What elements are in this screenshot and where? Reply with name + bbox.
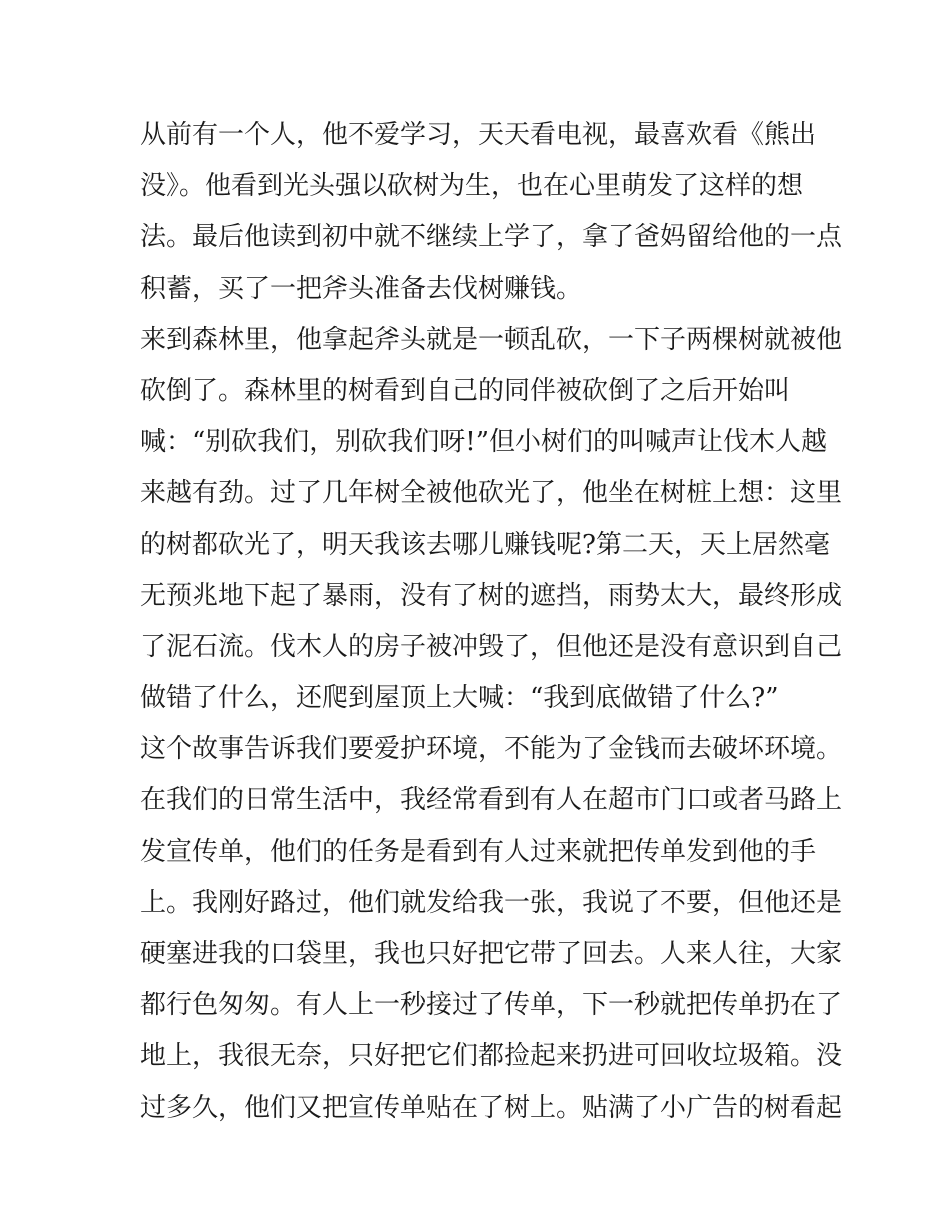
text-line: 上。我刚好路过，他们就发给我一张，我说了不要，但他还是 — [140, 887, 843, 918]
text-line: 地上，我很无奈，只好把它们都捡起来扔进可回收垃圾箱。没 — [140, 1041, 843, 1072]
text-line: 积蓄，买了一把斧头准备去伐树赚钱。 — [140, 273, 583, 304]
text-line: 发宣传单，他们的任务是看到有人过来就把传单发到他的手 — [140, 836, 817, 867]
text-line: 在我们的日常生活中，我经常看到有人在超市门口或者马路上 — [140, 785, 843, 816]
text-line: 做错了什么，还爬到屋顶上大喊：“我到底做错了什么?” — [140, 683, 779, 714]
text-line: 过多久，他们又把宣传单贴在了树上。贴满了小广告的树看起 — [140, 1092, 843, 1123]
text-line: 来到森林里，他拿起斧头就是一顿乱砍，一下子两棵树就被他 — [140, 324, 843, 355]
text-line: 来越有劲。过了几年树全被他砍光了，他坐在树桩上想：这里 — [140, 478, 843, 509]
text-line: 无预兆地下起了暴雨，没有了树的遮挡，雨势太大，最终形成 — [140, 580, 843, 611]
text-line: 没》。他看到光头强以砍树为生，也在心里萌发了这样的想 — [140, 171, 804, 202]
text-line: 喊：“别砍我们，别砍我们呀!”但小树们的叫喊声让伐木人越 — [140, 427, 828, 458]
text-line: 了泥石流。伐木人的房子被冲毁了，但他还是没有意识到自己 — [140, 631, 843, 662]
text-line: 砍倒了。森林里的树看到自己的同伴被砍倒了之后开始叫 — [140, 375, 791, 406]
text-line: 这个故事告诉我们要爱护环境，不能为了金钱而去破坏环境。 — [140, 734, 843, 765]
text-line: 从前有一个人，他不爱学习，天天看电视，最喜欢看《熊出 — [140, 120, 817, 150]
text-line: 法。最后他读到初中就不继续上学了，拿了爸妈留给他的一点 — [140, 222, 843, 253]
body-text — [140, 110, 843, 1134]
text-line: 硬塞进我的口袋里，我也只好把它带了回去。人来人往，大家 — [140, 939, 843, 969]
text-line: 都行色匆匆。有人上一秒接过了传单，下一秒就把传单扔在了 — [140, 990, 843, 1021]
text-line: 的树都砍光了，明天我该去哪儿赚钱呢?第二天，天上居然毫 — [140, 529, 830, 560]
